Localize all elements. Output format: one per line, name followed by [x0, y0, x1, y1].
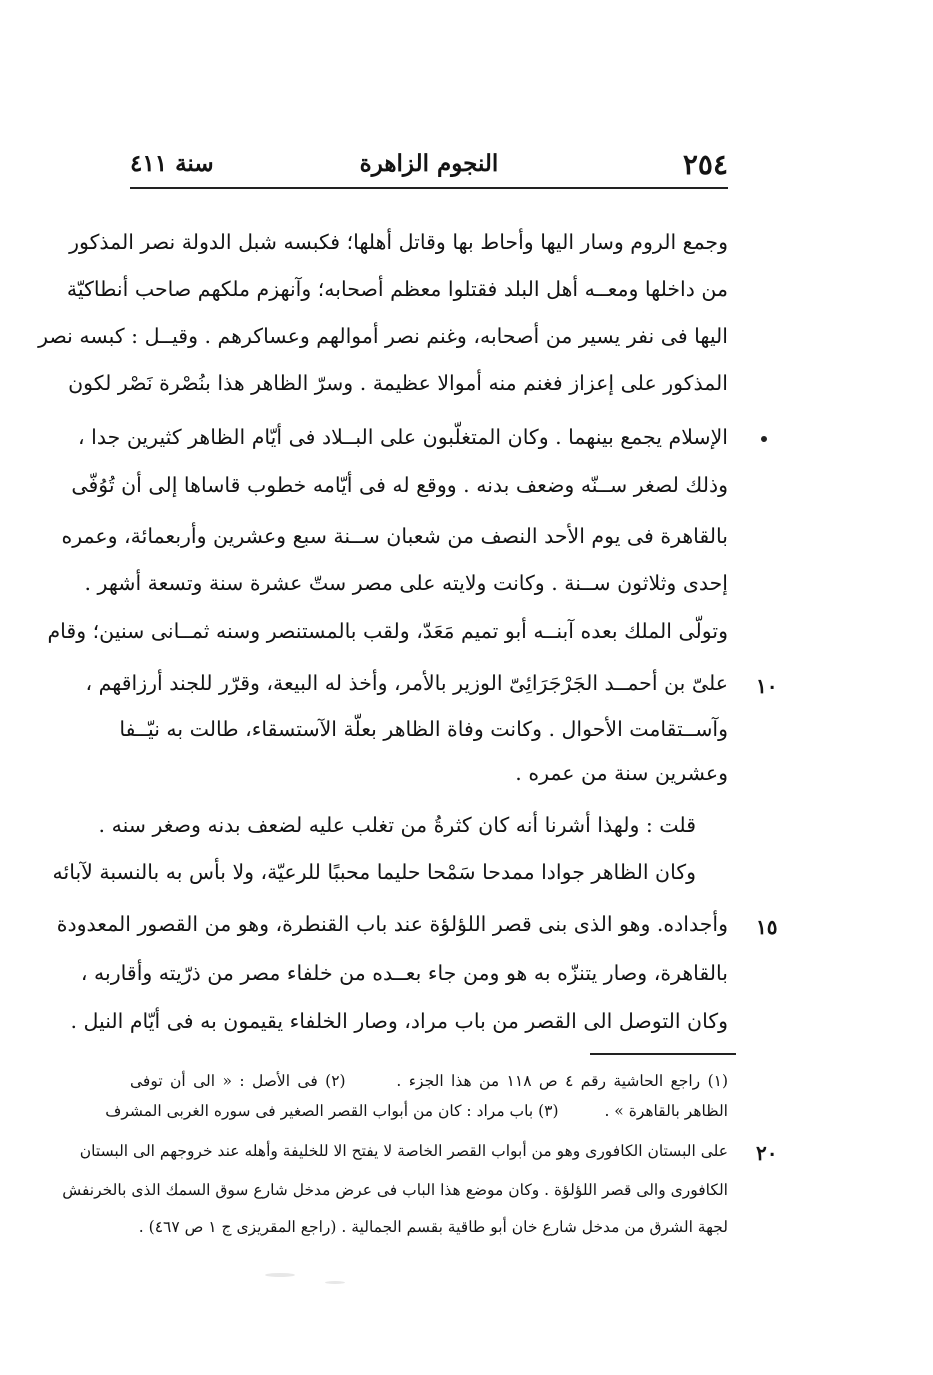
body-line: وكان التوصل الى القصر من باب مراد، وصار الخلفاء يقيمون به فى أيّام النيل . [70, 1009, 728, 1033]
body-line: علىّ بن أحمــد الجَرْجَرَائِىّ الوزير بالأمر، وأخذ له البيعة، وقرّر للجند أرزاقهم ، [85, 671, 728, 695]
footnote-line: الكافورى والى قصر اللؤلؤة . وكان موضع هذا الباب فى عرض مدخل شارع سوق السمك الذى بالخرنفش [62, 1181, 728, 1199]
body-line: من داخلها ومعــه أهل البلد فقتلوا معظم أصحابه؛ وآنهزم ملكهم صاحب أنطاكيّة [66, 277, 728, 301]
running-header [130, 148, 728, 184]
body-line: وأجداده. وهو الذى بنى قصر اللؤلؤة عند باب القنطرة، وهو من القصور المعدودة [56, 912, 728, 936]
body-line: وكان الظاهر جوادا ممدحا سَمْحا حليما محببًا للرعيّة، ولا بأس به بالنسبة لآبائه [52, 860, 696, 884]
body-line: وآســتقامت الأحوال . وكانت وفاة الظاهر بعلّة الآستسقاء، طالت به نيّــفا [119, 717, 728, 741]
footnote-rule [590, 1053, 736, 1055]
body-line: بالقاهرة فى يوم الأحد النصف من شعبان ســنة سبع وعشرين وأربعمائة، وعمره [61, 524, 728, 548]
footnote-2-cont: الظاهر بالقاهرة » . [604, 1102, 728, 1120]
body-line: قلت : ولهذا أشرنا أنه كان كثرةُ من تغلب عليه لضعف بدنه وصغر سنه . [98, 813, 696, 837]
year-label: سنة ٤١١ [130, 150, 214, 177]
book-title: النجوم الزاهرة [359, 150, 499, 177]
page-number: ٢٥٤ [682, 148, 728, 181]
body-line: المذكور على إعزاز فغنم منه أموالا عظيمة . وسرّ الظاهر هذا بنُصْرة نَصْر لكون [68, 371, 728, 395]
line-number-20: ٢٠ [756, 1141, 778, 1165]
line-number-10: ١٠ [756, 674, 778, 698]
body-line: بالقاهرة، وصار يتنزّه به هو ومن جاء بعــده من خلفاء مصر من ذرّيته وأقاربه ، [80, 961, 728, 985]
scan-smudge [265, 1273, 295, 1277]
line-number-5 [761, 436, 767, 442]
scan-smudge [325, 1281, 345, 1284]
body-line: وجمع الروم وسار اليها وأحاط بها وقاتل أهلها؛ فكبسه شبل الدولة نصر المذكور [69, 230, 728, 254]
footnote-3: (٣) باب مراد : كان من أبواب القصر الصغير فى سوره الغربى المشرف [105, 1102, 559, 1120]
body-line: وتولّى الملك بعده آبنــه أبو تميم مَعَدّ، ولقب بالمستنصر وسنه ثمــانى سنين؛ وقام [47, 619, 728, 643]
footnote-line: لجهة الشرق من مدخل شارع خان أبو طاقية بقسم الجمالية . (راجع المقريزى ج ١ ص ٤٦٧) . [138, 1218, 728, 1236]
body-line: وذلك لصغر ســنّه وضعف بدنه . ووقع له فى أيّامه خطوب قاساها إلى أن تُوُفّى [71, 473, 728, 497]
footnote-line [105, 1097, 728, 1125]
body-line: إحدى وثلاثون ســنة . وكانت ولايته على مصر ستّ عشرة سنة وتسعة أشهر . [84, 571, 728, 595]
footnote-1: (١) راجع الحاشية رقم ٤ ص ١١٨ من هذا الجزء . [396, 1072, 729, 1090]
body-line: وعشرين سنة من عمره . [515, 761, 728, 785]
body-line: الإسلام يجمع بينهما . وكان المتغلّبون على البــلاد فى أيّام الظاهر كثيرين جدا ، [78, 425, 728, 449]
line-number-15: ١٥ [756, 915, 778, 939]
body-line: اليها فى نفر يسير من أصحابه، وغنم نصر أموالهم وعساكرهم . وقيــل : كبسه نصر [38, 324, 728, 348]
footnote-line: على البستان الكافورى وهو من أبواب القصر الخاصة لا يفتح الا للخليفة وأهله عند خروجهم الى البستان [79, 1142, 728, 1160]
header-rule [130, 187, 728, 189]
footnote-2: (٢) فى الأصل : « الى أن توفى [130, 1072, 346, 1090]
footnote-line [130, 1067, 728, 1095]
